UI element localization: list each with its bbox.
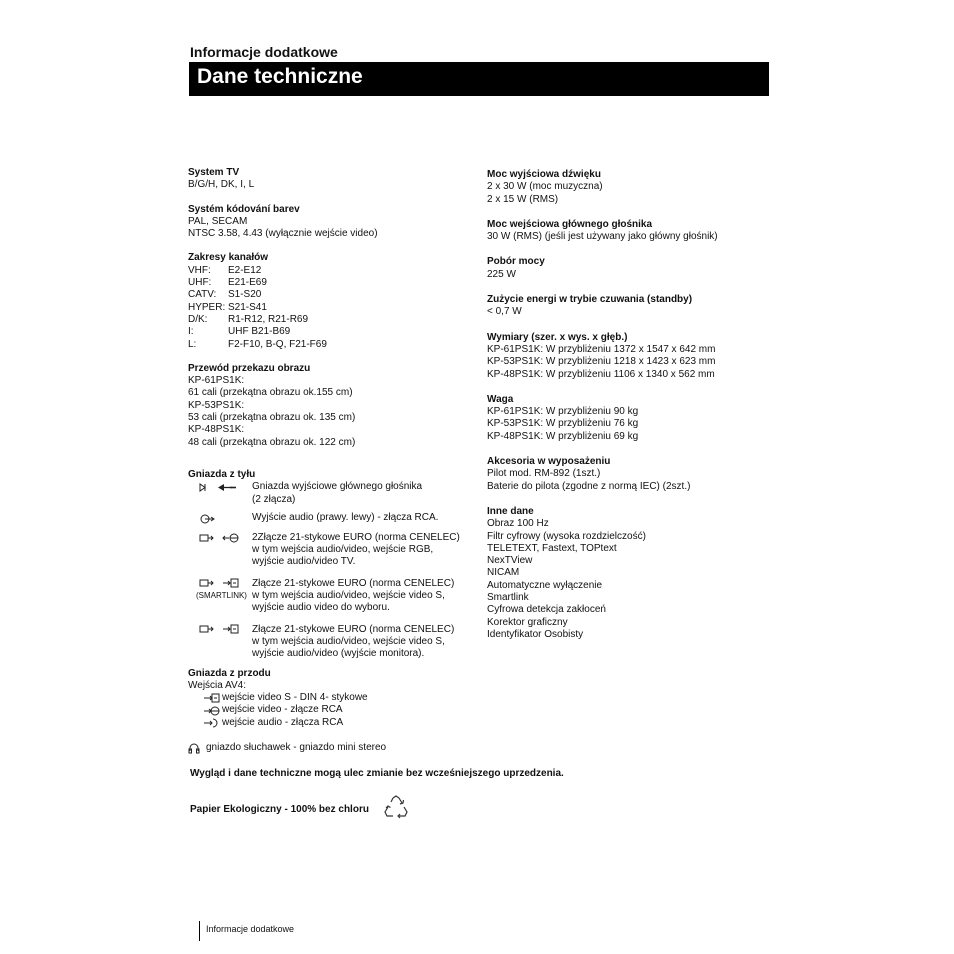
rear-connectors-block bbox=[188, 469, 478, 661]
headphones-icon bbox=[188, 743, 206, 754]
front-heading: Gniazda z przodu bbox=[188, 667, 271, 679]
rear-connector-text: 2Złącze 21-stykowe EURO (norma CENELEC) bbox=[252, 531, 460, 543]
rear-connector-item bbox=[188, 532, 478, 569]
rear-connector-text: wyjście audio video do wyboru. bbox=[252, 602, 390, 614]
front-intro: Wejścia AV4: bbox=[188, 679, 246, 691]
channel-row: CATV: S1-S20 bbox=[188, 289, 262, 301]
other-line: Filtr cyfrowy (wysoka rozdzielczość) bbox=[487, 530, 646, 542]
dimensions-heading: Wymiary (szer. x wys. x głęb.) bbox=[487, 331, 628, 343]
weight-line: KP-61PS1K: W przybliżeniu 90 kg bbox=[487, 406, 639, 418]
system-tv-value: B/G/H, DK, I, L bbox=[188, 179, 255, 191]
other-line: NICAM bbox=[487, 567, 520, 579]
rear-connector-item-smartlink bbox=[188, 578, 478, 615]
eco-paper-label: Papier Ekologiczny - 100% bez chloru bbox=[190, 804, 369, 815]
rear-connector-text: w tym wejścia audio/video, wejście video S, bbox=[252, 590, 445, 602]
dimensions-line: KP-53PS1K: W przybliżeniu 1218 x 1423 x 623 mm bbox=[487, 356, 716, 368]
other-block bbox=[487, 506, 777, 641]
rear-connector-item bbox=[188, 481, 478, 506]
dimensions-line: KP-48PS1K: W przybliżeniu 1106 x 1340 x 562 mm bbox=[487, 368, 715, 380]
screen-line: KP-61PS1K: bbox=[188, 375, 245, 387]
standby-line: < 0,7 W bbox=[487, 306, 522, 318]
weight-line: KP-48PS1K: W przybliżeniu 69 kg bbox=[487, 430, 639, 442]
left-column bbox=[188, 167, 478, 754]
power-line: 225 W bbox=[487, 268, 516, 280]
dimensions-block bbox=[487, 332, 777, 381]
scart-svideo-icon bbox=[188, 624, 252, 661]
video-in-icon bbox=[188, 706, 222, 716]
rear-connector-text: wyjście audio/video (wyjście monitora). bbox=[252, 648, 425, 660]
footer-divider bbox=[199, 921, 200, 941]
other-line: NexTView bbox=[487, 555, 533, 567]
channel-row: L: F2-F10, B-Q, F21-F69 bbox=[188, 338, 327, 350]
accessories-line: Baterie do pilota (zgodne z normą IEC) (2szt.) bbox=[487, 480, 691, 492]
speaker-input-line: 30 W (RMS) (jeśli jest używany jako główny głośnik) bbox=[487, 231, 718, 243]
screen-line: 61 cali (przekątna obrazu ok.155 cm) bbox=[188, 387, 353, 399]
other-line: TELETEXT, Fastext, TOPtext bbox=[487, 542, 617, 554]
rear-connector-text: Gniazda wyjściowe głównego głośnika bbox=[252, 481, 423, 493]
rear-connector-item bbox=[188, 512, 478, 526]
screen-line: KP-48PS1K: bbox=[188, 424, 245, 436]
front-connectors-block bbox=[188, 668, 478, 755]
channel-row: HYPER: S21-S41 bbox=[188, 301, 267, 313]
screen-line: 48 cali (przekątna obrazu ok. 122 cm) bbox=[188, 436, 356, 448]
channel-row: UHF: E21-E69 bbox=[188, 277, 267, 289]
other-line: Obraz 100 Hz bbox=[487, 518, 549, 530]
rear-connector-text: w tym wejścia audio/video, wejście video S, bbox=[252, 635, 445, 647]
other-line: Automatyczne wyłączenie bbox=[487, 579, 603, 591]
accessories-heading: Akcesoria w wyposażeniu bbox=[487, 456, 611, 468]
accessories-block bbox=[487, 456, 777, 493]
standby-heading: Zużycie energi w trybie czuwania (standby) bbox=[487, 294, 693, 306]
sound-output-heading: Moc wyjściowa dźwięku bbox=[487, 169, 601, 180]
smartlink-label: (SMARTLINK) bbox=[196, 590, 247, 600]
disclaimer-note: Wygląd i dane techniczne mogą ulec zmianie bez wcześniejszego uprzedzenia. bbox=[190, 768, 564, 779]
standby-block bbox=[487, 294, 777, 319]
audio-out-icon bbox=[188, 512, 252, 526]
scart-icon bbox=[188, 532, 252, 569]
front-item-headphones: gniazdo słuchawek - gniazdo mini stereo bbox=[188, 742, 478, 754]
speaker-input-block bbox=[487, 219, 777, 244]
other-line: Smartlink bbox=[487, 592, 529, 604]
color-system-line: NTSC 3.58, 4.43 (wyłącznie wejście video) bbox=[188, 228, 378, 240]
page-title-bar bbox=[189, 62, 769, 96]
color-system-line: PAL, SECAM bbox=[188, 215, 248, 227]
section-label: Informacje dodatkowe bbox=[190, 44, 338, 60]
page-title: Dane techniczne bbox=[197, 65, 363, 88]
channels-block bbox=[188, 252, 478, 350]
speaker-output-icon bbox=[188, 481, 252, 506]
other-line: Cyfrowa detekcja zakłoceń bbox=[487, 604, 606, 616]
rear-connector-text: Złącze 21-stykowe EURO (norma CENELEC) bbox=[252, 577, 455, 589]
channels-heading: Zakresy kanałów bbox=[188, 252, 269, 264]
weight-heading: Waga bbox=[487, 393, 514, 405]
rear-connector-item bbox=[188, 624, 478, 661]
front-item: wejście video S - DIN 4- stykowe bbox=[188, 692, 478, 704]
color-system-heading: Systém kódování barev bbox=[188, 203, 300, 215]
front-item: wejście video - złącze RCA bbox=[188, 704, 478, 716]
rear-connector-text: (2 złącza) bbox=[252, 493, 296, 505]
channel-row: I: UHF B21-B69 bbox=[188, 326, 291, 338]
weight-line: KP-53PS1K: W przybliżeniu 76 kg bbox=[487, 418, 639, 430]
speaker-input-heading: Moc wejściowa głównego głośnika bbox=[487, 218, 653, 230]
sound-output-block bbox=[487, 169, 777, 206]
svideo-icon bbox=[188, 693, 222, 703]
screen-heading: Przewód przekazu obrazu bbox=[188, 362, 311, 374]
weight-block bbox=[487, 394, 777, 443]
other-line: Korektor graficzny bbox=[487, 616, 568, 628]
channel-row: D/K: R1-R12, R21-R69 bbox=[188, 313, 309, 325]
rear-heading: Gniazda z tyłu bbox=[188, 468, 256, 480]
recycle-icon bbox=[383, 795, 409, 824]
accessories-line: Pilot mod. RM-892 (1szt.) bbox=[487, 468, 601, 480]
dimensions-line: KP-61PS1K: W przybliżeniu 1372 x 1547 x 642 mm bbox=[487, 343, 716, 355]
front-item: wejście audio - złącza RCA bbox=[188, 717, 478, 729]
rear-connector-text: Wyjście audio (prawy. lewy) - złącza RCA. bbox=[252, 511, 439, 523]
system-tv-heading: System TV bbox=[188, 167, 240, 178]
channel-row: VHF: E2-E12 bbox=[188, 264, 262, 276]
rear-connector-text: Złącze 21-stykowe EURO (norma CENELEC) bbox=[252, 623, 455, 635]
right-column bbox=[487, 169, 777, 641]
system-tv-block bbox=[188, 167, 478, 192]
other-heading: Inne dane bbox=[487, 505, 534, 517]
audio-in-icon bbox=[188, 718, 222, 728]
color-system-block bbox=[188, 204, 478, 241]
rear-connector-text: wyjście audio/video TV. bbox=[252, 556, 356, 568]
screen-block bbox=[188, 363, 478, 449]
screen-line: 53 cali (przekątna obrazu ok. 135 cm) bbox=[188, 412, 356, 424]
screen-line: KP-53PS1K: bbox=[188, 399, 245, 411]
sound-output-line: 2 x 15 W (RMS) bbox=[487, 193, 559, 205]
footer-label: Informacje dodatkowe bbox=[206, 924, 295, 934]
rear-connector-text: w tym wejścia audio/video, wejście RGB, bbox=[252, 544, 434, 556]
sound-output-line: 2 x 30 W (moc muzyczna) bbox=[487, 181, 603, 193]
power-block bbox=[487, 256, 777, 281]
power-heading: Pobór mocy bbox=[487, 256, 545, 268]
other-line: Identyfikator Osobisty bbox=[487, 628, 584, 640]
scart-svideo-icon bbox=[188, 578, 252, 615]
